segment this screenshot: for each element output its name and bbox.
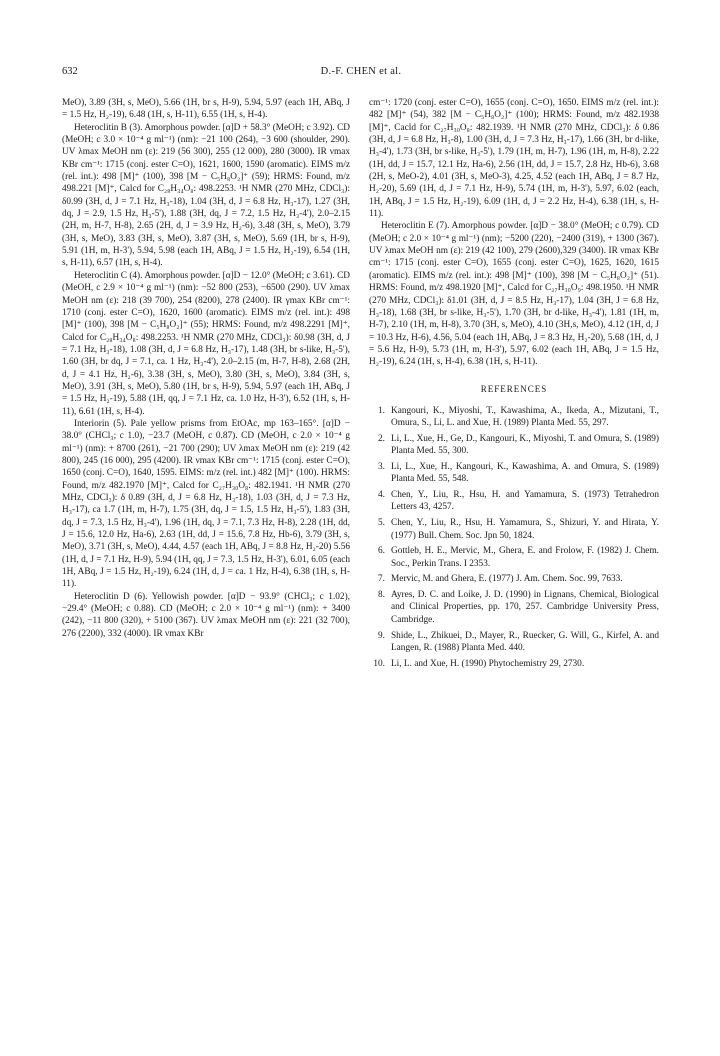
reference-item	[369, 630, 659, 655]
reference-number: 3.	[378, 462, 385, 473]
reference-item	[369, 589, 659, 626]
reference-item	[369, 545, 659, 570]
paragraph: MeO), 3.89 (3H, s, MeO), 5.66 (1H, br s, H-9), 5.94, 5.97 (each 1H, ABq, J = 1.5 Hz, H₂-19), 6.48 (1H, s, H-11), 6.55 (1H, s, H-4).	[62, 98, 350, 121]
reference-item	[369, 433, 659, 458]
reference-number: 8.	[378, 590, 385, 601]
reference-item	[369, 489, 659, 514]
right-column	[369, 97, 659, 673]
reference-number: 6.	[378, 546, 385, 557]
reference-text: Gottleb, H. E., Mervic, M., Ghera, E. and Frolow, F. (1982) J. Chem. Soc., Perkin Trans. I 2353.	[391, 546, 659, 569]
reference-item	[369, 461, 659, 486]
reference-list	[369, 405, 659, 670]
paragraph-interiorin: Interiorin (5). Pale yellow prisms from EtOAc, mp 163–165°. [α]D − 38.0° (CHCl₃; c 1.0), −23.7 (MeOH, c 0.87). CD (MeOH, c 2.0 × 10⁻⁴ g ml⁻¹) (nm): + 8700 (261), −21 700 (290); UV λmax MeOH nm (ε): 219 (42 800), 245 (16 000), 295 (4200). IR νmax KBr cm⁻¹: 1715 (conj. ester C=O), 1650 (conj. C=O), 1640, 1595. EIMS: m/z (rel. int.) 482 [M]⁺ (100). HRMS: Found, m/z 482.1970 [M]⁺, Calcd for C₂₇H₃₀O₈: 482.1941. ¹H NMR (270 MHz, CDCl₃): δ 0.89 (3H, d, J = 6.8 Hz, H₃-18), 1.03 (3H, d, J = 7.3 Hz, H₃-17), ca 1.7 (1H, m, H-7), 1.75 (3H, dq, J = 1.5, 1.5 Hz, H₃-5'), 1.83 (3H, dq, J = 7.3, 1.5 Hz, H₃-4'), 1.96 (1H, dq, J = 7.1, 7.3 Hz, H-8), 2.28 (1H, dd, J = 15.6, 12.0 Hz, Ha-6), 2.63 (1H, dd, J = 15.6, 7.8 Hz, Hb-6), 3.79 (3H, s, MeO), 3.71 (3H, s, MeO), 4.44, 4.57 (each 1H, ABq, J = 8.8 Hz, H₂-20) 5.56 (1H, d, J = 7.1 Hz, H-9), 5.94 (1H, qq, J = 7.3, 1.5 Hz, H-3'), 6.01, 6.05 (each 1H, ABq, J = 1.5 Hz, H₂-19), 6.24 (1H, d, J = ca. 1 Hz, H-4), 6.38 (1H, s, H-11).	[62, 418, 350, 590]
reference-number: 1.	[378, 405, 385, 416]
reference-number: 5.	[378, 518, 385, 529]
reference-number: 9.	[378, 630, 385, 641]
running-head: D.-F. CHEN et al.	[320, 66, 402, 77]
page-header	[62, 66, 660, 80]
references-heading: REFERENCES	[480, 383, 548, 394]
reference-text: Chen, Y., Liu, R., Hsu, H. and Yamamura, S. (1973) Tetrahedron Letters 43, 4257.	[391, 490, 659, 513]
reference-text: Shide, L., Zhikuei, D., Mayer, R., Rueckeг, G. Will, G., Kirfel, A. and Langen, R. (1988) Planta Med. 440.	[391, 630, 659, 653]
reference-text: Li, L. and Xue, H. (1990) Phytochemistry 29, 2730.	[391, 658, 585, 669]
reference-number: 10.	[373, 658, 385, 669]
paragraph-heteroclitin-b: Heteroclitin B (3). Amorphous powder. [α]D + 58.3° (MeOH; c 3.92). CD (MeOH; c 3.0 × 10⁻⁴ g ml⁻¹) (nm): −21 100 (264), −3 600 (shoulder, 290). UV λmax MeOH nm (ε): 219 (56 300), 255 (12 000), 280 (3000). IR νmax KBr cm⁻¹: 1715 (conj. ester C=O), 1621, 1600, 1590 (aromatic). EIMS m/z (rel. int.): 498 [M]⁺ (100), 398 [M − C₅H₈O₂]⁺ (59); HRMS: Found, m/z 498.221 [M]⁺, Calcd for C₂₈H₃₄O₈: 498.2253. ¹H NMR (270 MHz, CDCl₃): δ0.99 (3H, d, J = 7.1 Hz, H₃-18), 1.04 (3H, d, J = 6.8 Hz, H₃-17), 1.27 (3H, dq, J = 2.9, 1.5 Hz, H₃-5'), 1.88 (3H, dq, J = 7.2, 1.5 Hz, H₃-4'), 2.0–2.15 (2H, m, H-7, H-8), 2.65 (2H, d, J = 3.9 Hz, H₂-6), 3.48 (3H, s, MeO), 3.79 (3H, s, MeO), 3.83 (3H, s, MeO), 3.87 (3H, s, MeO), 5.69 (1H, br s, H-9), 5.91 (1H, m, H-3'), 5.94, 5.98 (each 1H, ABq, J = 1.5 Hz, H₂-19), 6.54 (1H, s, H-11), 6.57 (1H, s, H-4).	[62, 122, 350, 269]
reference-text: Mervic, M. and Ghera, E. (1977) J. Am. Chem. Soc. 99, 7633.	[391, 574, 623, 585]
reference-number: 7.	[378, 574, 385, 585]
reference-text: Kangouri, K., Miyoshi, T., Kawashima, A., Ikeda, A., Mizutani, T., Omura, S., Li, L. and Xue, H. (1989) Planta Med. 55, 297.	[391, 405, 659, 429]
reference-text: Chen, Y., Liu, R., Hsu, H. Yamamura, S., Shizuri, Y. and Hirata, Y. (1977) Bull. Chem. Soc. Jpn 50, 1824.	[391, 518, 659, 541]
reference-item	[369, 573, 659, 585]
page-number: 632	[62, 66, 78, 77]
left-column	[62, 97, 350, 640]
paragraph-heteroclitin-c: Heteroclitin C (4). Amorphous powder. [α]D − 12.0° (MeOH; c 3.61). CD (MeOH, c 2.9 × 10⁻⁴ g ml⁻¹) (nm): −52 800 (253), −6500 (290). UV λmax MeOH nm (ε): 218 (39 700), 254 (8200), 278 (2400). IR γmax KBr cm⁻¹: 1710 (conj. ester C=O), 1620, 1600 (aromatic). EIMS m/z (rel. int.): 498 [M]⁺ (100), 398 [M − C₅H₈O₂]⁺ (55); HRMS: Found, m/z 498.2291 [M]⁺, Calcd for C₂₈H₃₄O₈: 498.2253. ¹H NMR (270 MHz, CDCl₃): δ0.98 (3H, d, J = 7.1 Hz, H₃-18), 1.08 (3H, d, J = 6.8 Hz, H₃-17), 1.48 (3H, br s-like, H₃-5'), 1.60 (3H, br dq, J = 7.1, ca. 1 Hz, H₃-4'), 2.0–2.15 (m, H-7, H-8), 2.68 (2H, d, J = 4.1 Hz, H₂-6), 3.38 (3H, s, MeO), 3.80 (3H, s, MeO), 3.84 (3H, s, MeO), 3.91 (3H, s, MeO), 5.80 (1H, br s, H-9), 5.94, 5.97 (each 1H, ABq, J = 1.5 Hz, H₂-19), 5.88 (1H, qq, J = 7.1 Hz, ca. 1.0 Hz, H-3'), 6.52 (1H, s, H-11), 6.61 (1H, s, H-4).	[62, 270, 350, 417]
paragraph: cm⁻¹: 1720 (conj. ester C=O), 1655 (conj. C=O), 1650. EIMS m/z (rel. int.): 482 [M]⁺ (54), 382 [M − C₅H₈O₂]⁺ (100); HRMS: Found, m/z 482.1938 [M]⁺, Cacld for C₂₇H₃₀O₈: 482.1939. ¹H NMR (270 MHz, CDCl₃): δ 0.86 (3H, d, J = 6.8 Hz, H₃-8), 1.00 (3H, d, J = 7.3 Hz, H₃-17), 1.66 (3H, br d-like, H₃-4'), 1.73 (3H, br s-like, H₃-5'), 1.79 (1H, m, H-7), 1.96 (1H, m, H-8), 2.22 (1H, dd, J = 15.7, 12.1 Hz, Ha-6), 2.56 (1H, dd, J = 15.7, 2.8 Hz, Hb-6), 3.68 (2H, s, MeO-2), 4.01 (3H, s, MeO-3), 4.25, 4.52 (each 1H, ABq, J = 8.7 Hz, H₂-20), 5.69 (1H, d, J = 7.1 Hz, H-9), 5.74 (1H, m, H-3'), 5.97, 6.02 (each, 1H, ABq, J = 1.5 Hz, H₂-19), 6.09 (1H, d, J = 2.2 Hz, H-4), 6.38 (1H, s, H-11).	[369, 98, 659, 220]
reference-item	[369, 405, 659, 430]
reference-item	[369, 517, 659, 542]
reference-text: Ayres, D. C. and Loike, J. D. (1990) in Lignans, Chemical, Biological and Clinical Properties, pp. 170, 257. Cambridge University Press, Cambridge.	[391, 590, 659, 625]
reference-number: 4.	[378, 490, 385, 501]
paragraph-heteroclitin-e: Heteroclitin E (7). Amorphous powder. [α]D − 38.0° (MeOH; c 0.79). CD (MeOH; c 2.0 × 10⁻⁴ g ml⁻¹) (nm); −5200 (220), −2400 (319), + 1300 (367). UV λmax MeOH nm (ε): 219 (42 100), 279 (2600),329 (3400). IR νmax KBr cm⁻¹: 1715 (conj. ester C=O), 1655 (conj. ester C=O), 1625, 1620, 1615 (aromatic). EIMS m/z (rel. int.): 498 [M]⁺ (100), 398 [M − C₅H₈O₂]⁺ (51). HRMS: Found, m/z 498.1920 [M]⁺, Calcd for C₂₇H₃₀O₉: 498.1950. ¹H NMR (270 MHz, CDCl₃): δ1.01 (3H, d, J = 8.5 Hz, H₃-17), 1.04 (3H, J = 6.8 Hz, H₃-18), 1.68 (3H, br s-like, H₃-5'), 1.70 (3H, br d-like, H₃-4'), 1.81 (1H, m, H-7), 2.10 (1H, m, H-8), 3.70 (3H, s, MeO), 4.10 (3H,s, MeO), 4.12 (1H, d, J = 10.3 Hz, H-6), 4.56, 5.04 (each 1H, ABq, J = 8.3 Hz, H₂-20), 5.68 (1H, d, J = 5.6 Hz, H-9), 5.73 (1H, m, H-3'), 5.97, 6.02 (each 1H, ABq, J = 1.5 Hz, H₂-19), 6.24 (1H, s, H-4), 6.38 (1H, s, H-11).	[369, 221, 659, 368]
reference-number: 2.	[378, 433, 385, 444]
paragraph-heteroclitin-d: Heteroclitin D (6). Yellowish powder. [α]D − 93.9° (CHCl₃; c 1.02), −29.4° (MeOH; c 0.88). CD (MeOH; c 2.0 × 10⁻⁴ g ml⁻¹) (nm): + 3400 (242), −11 800 (320), + 5100 (367). UV λmax MeOH nm (ε): 221 (32 700), 276 (2200), 332 (4000). IR νmax KBr	[62, 591, 350, 639]
reference-text: Li, L., Xue, H., Ge, D., Kangouri, K., Miyoshi, T. and Omura, S. (1989) Planta Med. 55, 300.	[391, 433, 659, 457]
reference-item	[369, 658, 659, 670]
reference-text: Li, L., Xue, H., Kangouri, K., Kawashima, A. and Omura, S. (1989) Planta Med. 55, 548.	[391, 462, 659, 485]
